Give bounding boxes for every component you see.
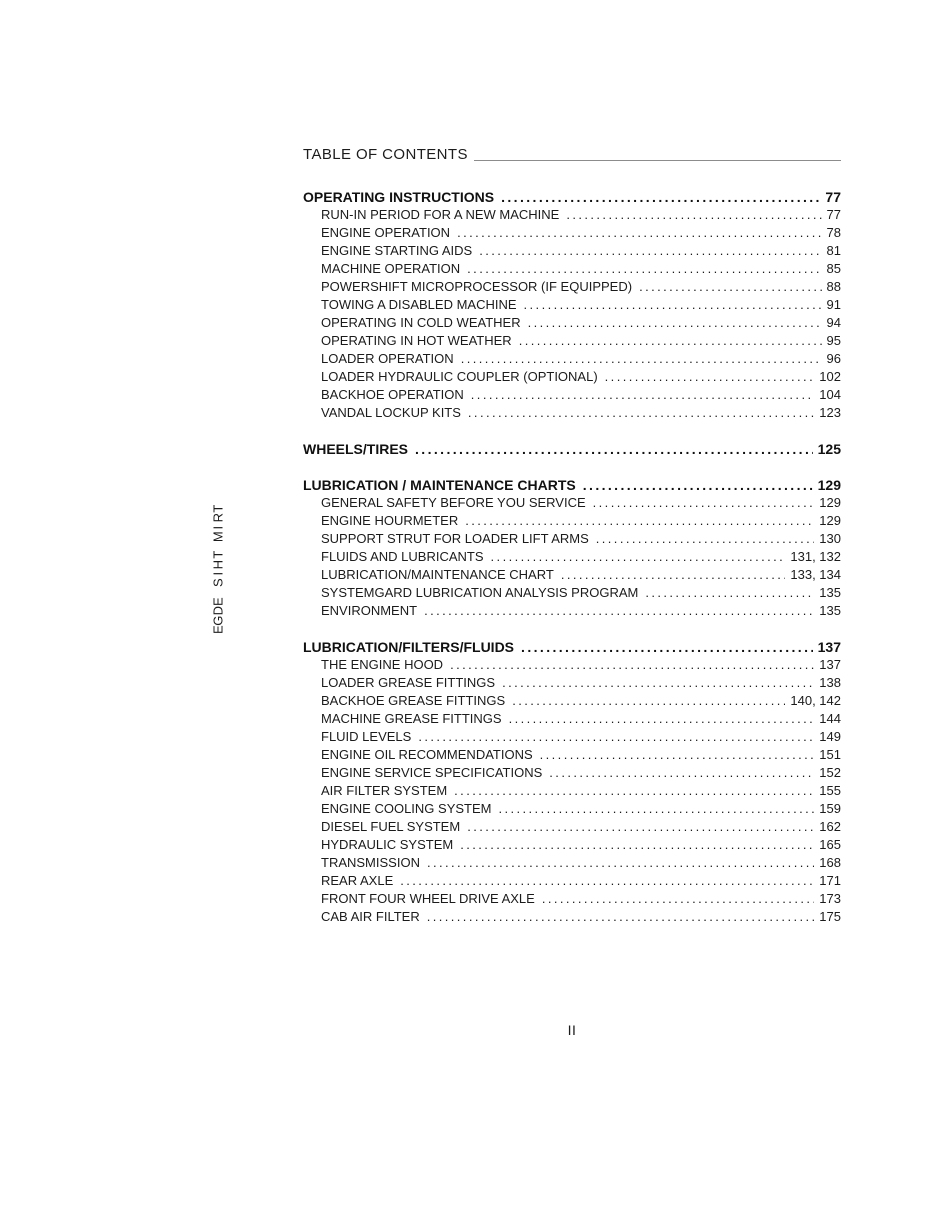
toc-entry-label: VANDAL LOCKUP KITS: [321, 405, 461, 420]
dot-leader: [457, 224, 821, 242]
dot-leader: [542, 890, 814, 908]
dot-leader: [400, 872, 814, 890]
toc-entry-page: 129: [819, 495, 841, 510]
toc-entry-row: [303, 386, 841, 404]
toc-section-row: [303, 440, 841, 458]
dot-leader: [427, 908, 815, 926]
toc-entry-label: OPERATING IN COLD WEATHER: [321, 315, 521, 330]
trim-edge-char: H: [210, 559, 226, 570]
dot-leader: [566, 206, 821, 224]
dot-leader: [424, 602, 814, 620]
toc-entry-label: OPERATING IN HOT WEATHER: [321, 333, 512, 348]
dot-leader: [524, 296, 822, 314]
toc-entry-page: 77: [826, 207, 841, 222]
toc-section: [303, 638, 841, 926]
dot-leader: [605, 368, 815, 386]
dot-leader: [471, 386, 815, 404]
toc-section-row: [303, 638, 841, 656]
page-title: TABLE OF CONTENTS: [303, 146, 468, 163]
toc-entry-label: MACHINE OPERATION: [321, 261, 461, 276]
toc-entry-page: 144: [819, 711, 841, 726]
dot-leader: [468, 404, 814, 422]
toc-entry-label: THE ENGINE HOOD: [321, 657, 444, 672]
toc-entry-label: ENGINE STARTING AIDS: [321, 243, 473, 258]
toc-entry-label: POWERSHIFT MICROPROCESSOR (IF EQUIPPED): [321, 279, 633, 294]
toc-entry-page: 94: [826, 315, 841, 330]
toc-section-page: 125: [817, 441, 841, 457]
toc-entry-page: 81: [826, 243, 841, 258]
toc-entry-row: [303, 494, 841, 512]
trim-edge-char: I: [210, 571, 226, 576]
toc-entry-row: [303, 206, 841, 224]
toc-section-page: 129: [817, 477, 841, 493]
toc-entry-label: LOADER GREASE FITTINGS: [321, 675, 496, 690]
toc-entry-label: CAB AIR FILTER: [321, 909, 420, 924]
header-underline: [474, 146, 841, 161]
toc-entry-page: 152: [819, 765, 841, 780]
toc-entry-label: MACHINE GREASE FITTINGS: [321, 711, 502, 726]
toc-entry-row: [303, 836, 841, 854]
toc-entry-label: BACKHOE GREASE FITTINGS: [321, 693, 506, 708]
toc-section-title: OPERATING INSTRUCTIONS: [303, 189, 495, 205]
toc-entry-row: [303, 332, 841, 350]
toc-entry-page: 78: [826, 225, 841, 240]
toc-entry-page: 104: [819, 387, 841, 402]
dot-leader: [418, 728, 814, 746]
toc-page-content: [303, 146, 841, 926]
dot-leader: [596, 530, 815, 548]
toc-entry-row: [303, 800, 841, 818]
toc-entry-row: [303, 530, 841, 548]
toc-entry-row: [303, 512, 841, 530]
toc-entry-page: 159: [819, 801, 841, 816]
dot-leader: [583, 476, 813, 494]
toc-entry-label: REAR AXLE: [321, 873, 394, 888]
trim-edge-text: [206, 504, 230, 634]
toc-entry-page: 173: [819, 891, 841, 906]
toc-section: [303, 440, 841, 458]
dot-leader: [465, 512, 814, 530]
toc-entry-row: [303, 404, 841, 422]
toc-entry-page: 140, 142: [790, 693, 841, 708]
toc-entry-page: 85: [826, 261, 841, 276]
toc-entry-page: 123: [819, 405, 841, 420]
toc-entry-label: TOWING A DISABLED MACHINE: [321, 297, 517, 312]
dot-leader: [467, 260, 821, 278]
toc-section: [303, 476, 841, 620]
toc-entry-row: [303, 854, 841, 872]
trim-edge-char: T: [210, 504, 226, 513]
toc-list: [303, 188, 841, 926]
trim-edge-char: G: [210, 615, 226, 626]
dot-leader: [549, 764, 814, 782]
toc-entry-label: FRONT FOUR WHEEL DRIVE AXLE: [321, 891, 535, 906]
toc-entry-label: GENERAL SAFETY BEFORE YOU SERVICE: [321, 495, 586, 510]
toc-section-page: 137: [817, 639, 841, 655]
dot-leader: [519, 332, 822, 350]
toc-entry-label: BACKHOE OPERATION: [321, 387, 464, 402]
toc-entry-row: [303, 314, 841, 332]
toc-entry-label: ENGINE OPERATION: [321, 225, 451, 240]
toc-entry-page: 135: [819, 603, 841, 618]
toc-entry-row: [303, 908, 841, 926]
toc-entry-row: [303, 872, 841, 890]
toc-entry-page: 91: [826, 297, 841, 312]
toc-entry-page: 133, 134: [790, 567, 841, 582]
toc-entry-row: [303, 278, 841, 296]
dot-leader: [427, 854, 814, 872]
toc-entry-row: [303, 566, 841, 584]
dot-leader: [509, 710, 815, 728]
trim-edge-char: I: [210, 525, 226, 530]
toc-entry-row: [303, 260, 841, 278]
dot-leader: [645, 584, 814, 602]
dot-leader: [498, 800, 814, 818]
trim-edge-char: S: [210, 578, 226, 588]
trim-edge-char: T: [210, 551, 226, 560]
toc-entry-row: [303, 818, 841, 836]
toc-entry-row: [303, 728, 841, 746]
toc-entry-row: [303, 764, 841, 782]
toc-section-row: [303, 476, 841, 494]
trim-edge-char: E: [210, 625, 226, 634]
toc-entry-label: ENGINE SERVICE SPECIFICATIONS: [321, 765, 543, 780]
toc-section-title: WHEELS/TIRES: [303, 441, 409, 457]
dot-leader: [593, 494, 815, 512]
toc-entry-label: FLUID LEVELS: [321, 729, 412, 744]
dot-leader: [502, 674, 814, 692]
toc-entry-page: 175: [819, 909, 841, 924]
toc-entry-page: 171: [819, 873, 841, 888]
dot-leader: [460, 836, 814, 854]
toc-entry-page: 162: [819, 819, 841, 834]
toc-entry-page: 137: [819, 657, 841, 672]
dot-leader: [540, 746, 815, 764]
toc-entry-row: [303, 242, 841, 260]
toc-entry-row: [303, 548, 841, 566]
dot-leader: [521, 638, 813, 656]
toc-entry-row: [303, 890, 841, 908]
trim-edge-char: M: [210, 531, 226, 542]
page-number: II: [567, 1022, 577, 1038]
toc-entry-page: 88: [826, 279, 841, 294]
toc-entry-label: SUPPORT STRUT FOR LOADER LIFT ARMS: [321, 531, 589, 546]
toc-entry-row: [303, 584, 841, 602]
dot-leader: [528, 314, 822, 332]
toc-entry-row: [303, 746, 841, 764]
toc-entry-row: [303, 350, 841, 368]
toc-entry-label: AIR FILTER SYSTEM: [321, 783, 448, 798]
toc-entry-page: 151: [819, 747, 841, 762]
toc-entry-row: [303, 656, 841, 674]
toc-entry-row: [303, 224, 841, 242]
toc-entry-row: [303, 296, 841, 314]
toc-entry-label: ENVIRONMENT: [321, 603, 418, 618]
dot-leader: [415, 440, 813, 458]
dot-leader: [461, 350, 822, 368]
toc-entry-label: TRANSMISSION: [321, 855, 420, 870]
trim-edge-char: R: [210, 513, 226, 523]
dot-leader: [491, 548, 786, 566]
toc-entry-page: 130: [819, 531, 841, 546]
toc-entry-label: LUBRICATION/MAINTENANCE CHART: [321, 567, 554, 582]
dot-leader: [479, 242, 821, 260]
toc-entry-page: 131, 132: [790, 549, 841, 564]
toc-section-title: LUBRICATION/FILTERS/FLUIDS: [303, 639, 515, 655]
toc-entry-page: 102: [819, 369, 841, 384]
toc-entry-label: DIESEL FUEL SYSTEM: [321, 819, 461, 834]
toc-entry-label: SYSTEMGARD LUBRICATION ANALYSIS PROGRAM: [321, 585, 639, 600]
toc-entry-label: LOADER HYDRAULIC COUPLER (OPTIONAL): [321, 369, 598, 384]
dot-leader: [639, 278, 821, 296]
toc-section: [303, 188, 841, 422]
toc-entry-label: ENGINE OIL RECOMMENDATIONS: [321, 747, 533, 762]
toc-section-title: LUBRICATION / MAINTENANCE CHARTS: [303, 477, 576, 493]
toc-entry-page: 95: [826, 333, 841, 348]
dot-leader: [501, 188, 820, 206]
toc-entry-row: [303, 692, 841, 710]
dot-leader: [467, 818, 814, 836]
toc-entry-page: 168: [819, 855, 841, 870]
toc-entry-row: [303, 782, 841, 800]
toc-header: [303, 146, 841, 164]
toc-entry-page: 149: [819, 729, 841, 744]
toc-entry-page: 138: [819, 675, 841, 690]
toc-entry-label: ENGINE HOURMETER: [321, 513, 459, 528]
dot-leader: [561, 566, 786, 584]
toc-entry-page: 155: [819, 783, 841, 798]
toc-entry-label: ENGINE COOLING SYSTEM: [321, 801, 492, 816]
toc-section-page: 77: [825, 189, 841, 205]
toc-entry-row: [303, 674, 841, 692]
dot-leader: [512, 692, 785, 710]
dot-leader: [450, 656, 814, 674]
trim-edge-char: E: [210, 597, 226, 606]
toc-entry-label: LOADER OPERATION: [321, 351, 454, 366]
trim-edge-char: D: [210, 606, 226, 616]
toc-entry-page: 129: [819, 513, 841, 528]
toc-entry-label: FLUIDS AND LUBRICANTS: [321, 549, 484, 564]
toc-entry-label: RUN-IN PERIOD FOR A NEW MACHINE: [321, 207, 560, 222]
dot-leader: [454, 782, 814, 800]
toc-entry-label: HYDRAULIC SYSTEM: [321, 837, 454, 852]
toc-entry-row: [303, 602, 841, 620]
toc-entry-row: [303, 710, 841, 728]
toc-entry-page: 96: [826, 351, 841, 366]
toc-entry-row: [303, 368, 841, 386]
toc-section-row: [303, 188, 841, 206]
toc-entry-page: 135: [819, 585, 841, 600]
toc-entry-page: 165: [819, 837, 841, 852]
